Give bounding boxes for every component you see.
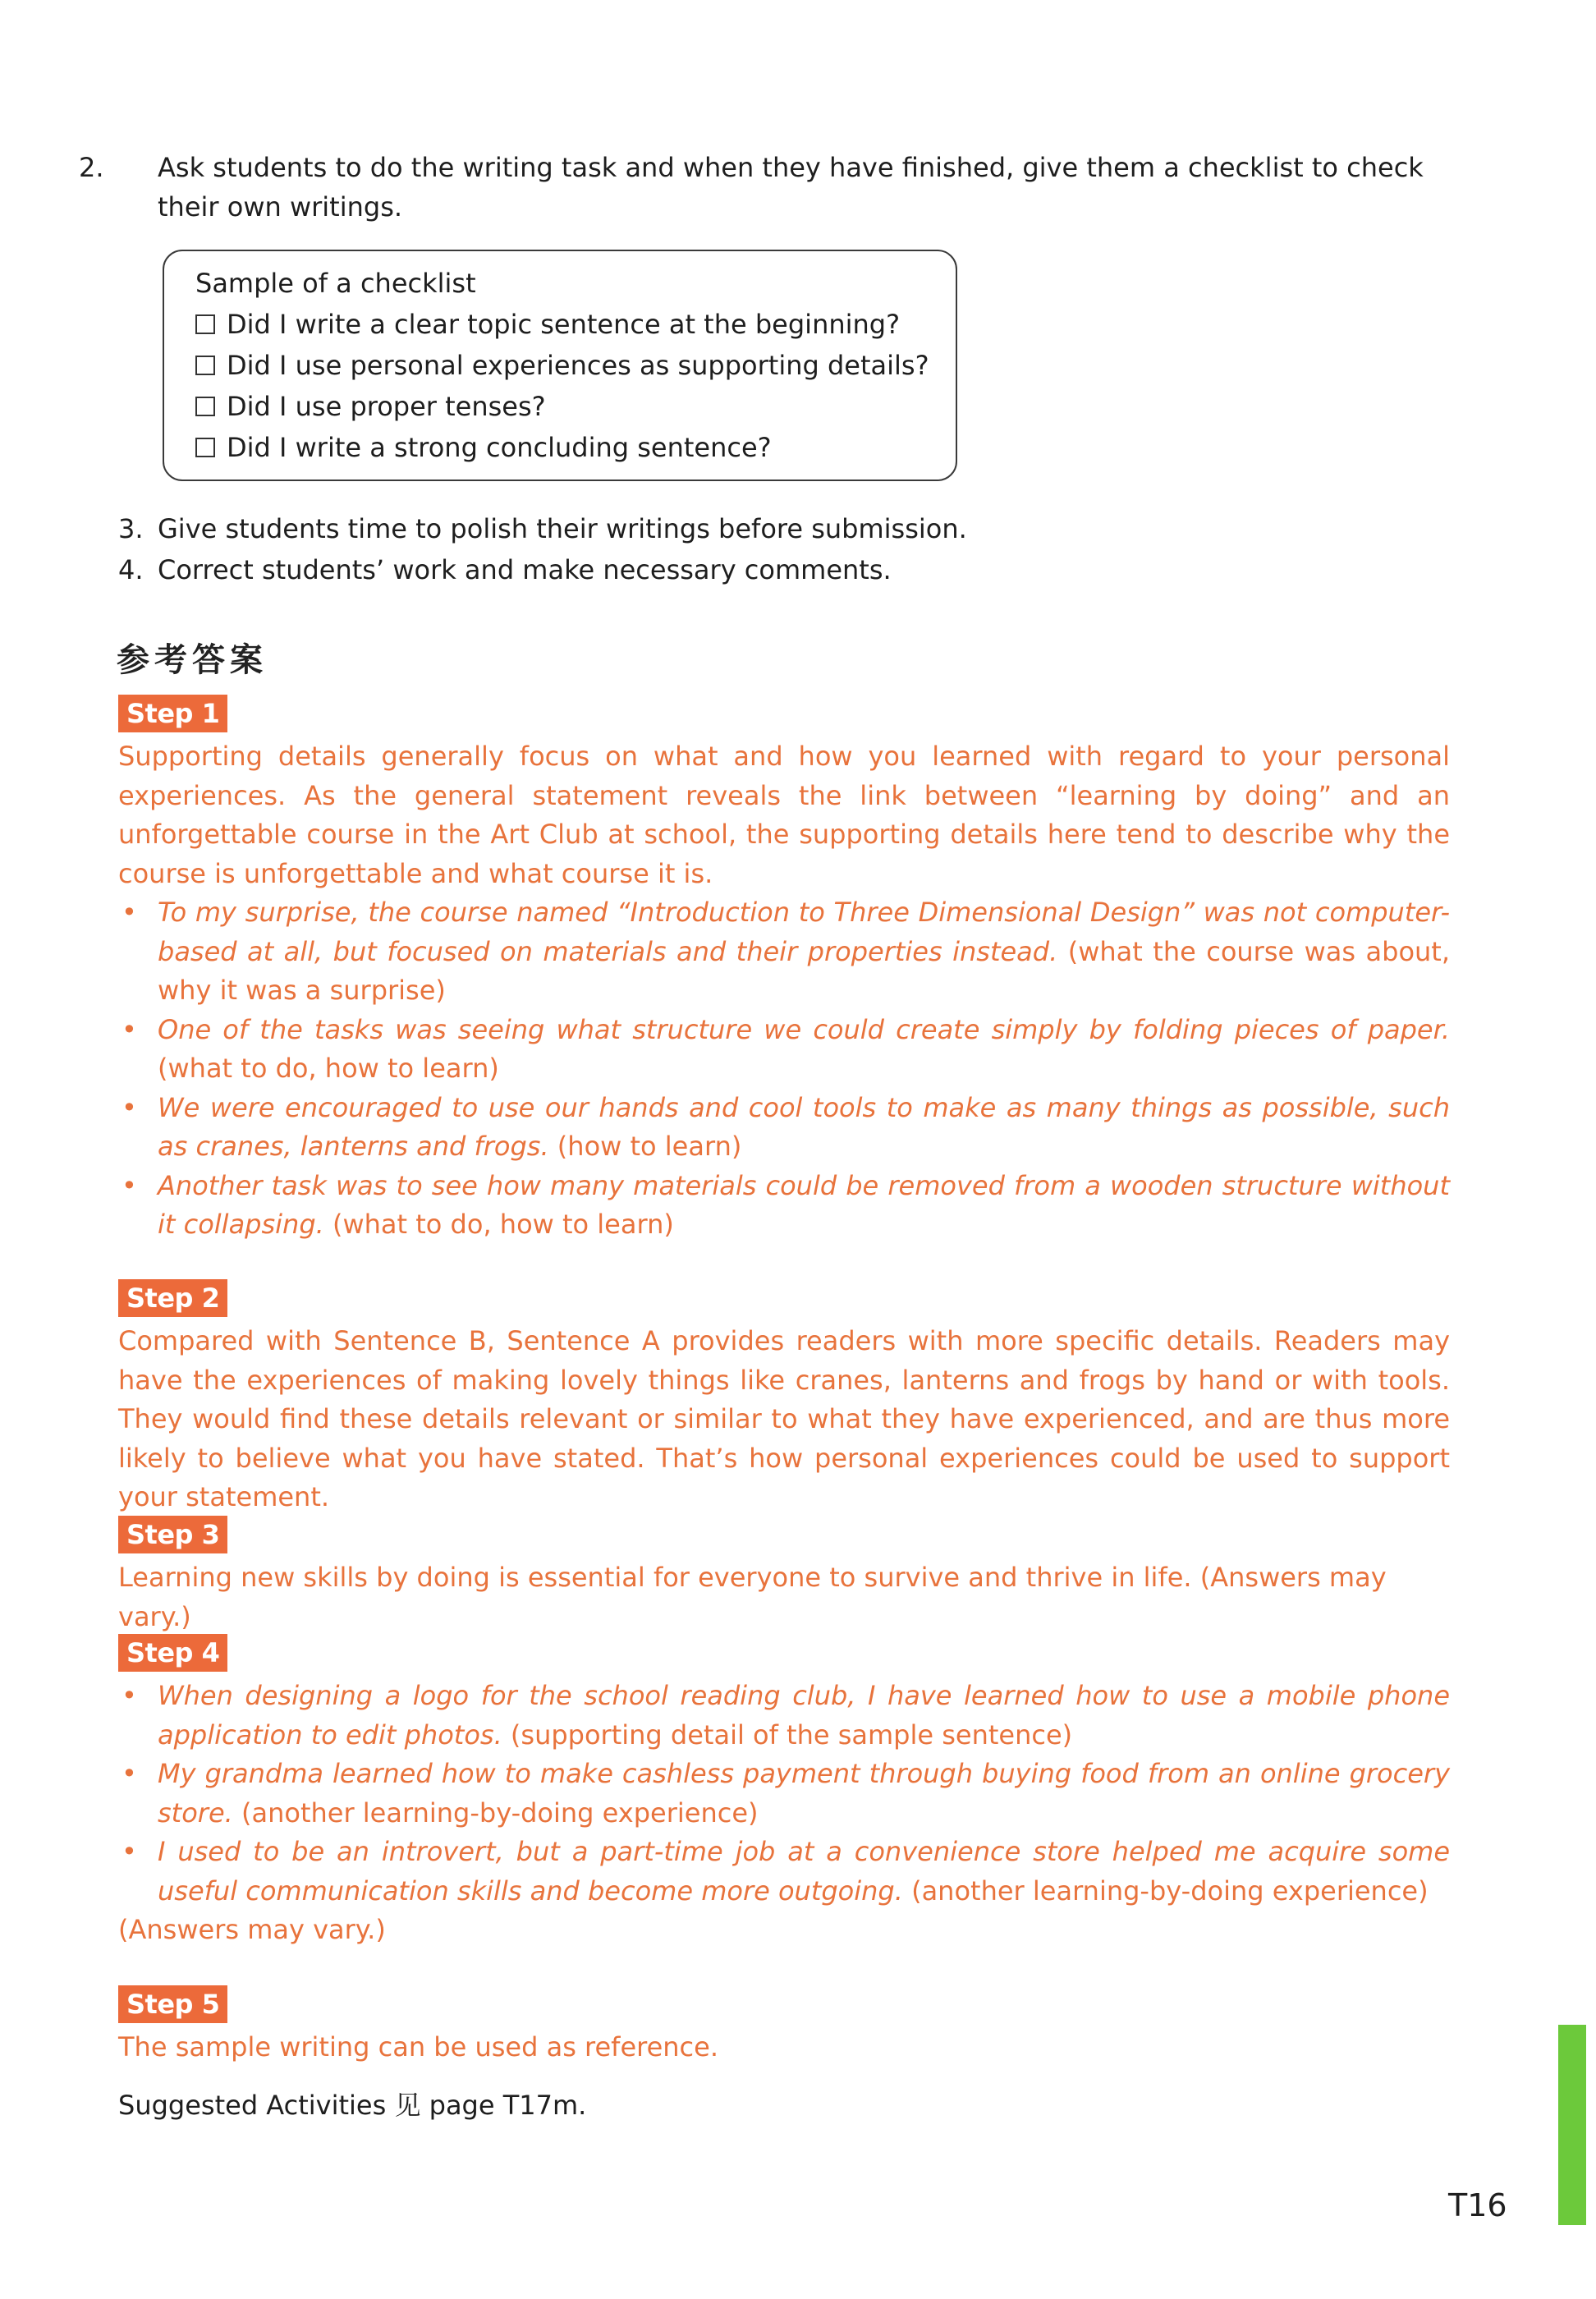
suggested-activities: Suggested Activities 见 page T17m. bbox=[118, 2090, 587, 2121]
checkbox-icon[interactable] bbox=[195, 356, 215, 375]
step-2-text: Compared with Sentence B, Sentence A provides readers with more specific details. Readers may have the experiences of making lovely things like cranes, lanterns and frogs by hand or with tools. They would find these details relevant or similar to what they have experienced, and are thus more likely to believe what you have stated. That’s how personal experiences could be used to support your statement. bbox=[118, 1325, 1450, 1512]
item-text: Give students time to polish their writings before submission. bbox=[158, 513, 967, 544]
page-number: T16 bbox=[1448, 2187, 1507, 2223]
side-tab-marker bbox=[1558, 2025, 1586, 2225]
checklist-item-text: Did I use proper tenses? bbox=[227, 391, 546, 422]
example-sentence: One of the tasks was seeing what structure we could create simply by folding pieces of paper. bbox=[158, 1013, 1450, 1045]
list-item bbox=[118, 1089, 1450, 1167]
list-item bbox=[118, 1167, 1450, 1245]
bullet-icon: • bbox=[122, 1013, 137, 1045]
list-item bbox=[118, 1755, 1450, 1833]
checklist-item bbox=[195, 386, 956, 427]
checklist-item-text: Did I write a clear topic sentence at the beginning? bbox=[227, 309, 901, 340]
bullet-icon: • bbox=[122, 1758, 137, 1789]
checklist-item-text: Did I write a strong concluding sentence? bbox=[227, 432, 772, 463]
example-sentence: I used to be an introvert, but a part-time job at a convenience store helped me acquire some useful communication skills and become more outgoing. bbox=[158, 1836, 1450, 1907]
item-text: Ask students to do the writing task and when they have finished, give them a checklist to check their own writings. bbox=[158, 152, 1424, 223]
list-item bbox=[118, 1833, 1450, 1911]
answers-heading: 参考答案 bbox=[117, 641, 268, 679]
checklist-title: Sample of a checklist bbox=[195, 268, 476, 299]
list-item bbox=[118, 1011, 1450, 1089]
step-3-badge: Step 3 bbox=[118, 1516, 227, 1553]
example-sentence: Another task was to see how many materials could be removed from a wooden structure without it collapsing. bbox=[158, 1169, 1450, 1240]
checklist-item bbox=[195, 345, 956, 386]
bullet-icon: • bbox=[122, 1091, 137, 1123]
instruction-item-2 bbox=[79, 148, 1488, 227]
step-2-badge: Step 2 bbox=[118, 1279, 227, 1317]
example-note: (another learning-by-doing experience) bbox=[241, 1797, 759, 1829]
item-number: 4. bbox=[118, 554, 144, 585]
example-note: (what to do, how to learn) bbox=[332, 1209, 674, 1240]
step-5-text: The sample writing can be used as reference. bbox=[118, 2031, 718, 2063]
checkbox-icon[interactable] bbox=[195, 438, 215, 457]
instruction-item-4 bbox=[118, 550, 1448, 590]
example-note: (another learning-by-doing experience) bbox=[911, 1875, 1429, 1907]
item-number: 2. bbox=[79, 152, 104, 183]
checklist-box bbox=[163, 250, 957, 481]
instruction-item-3 bbox=[118, 509, 1448, 548]
bullet-icon: • bbox=[122, 1836, 137, 1867]
example-note: (supporting detail of the sample sentence) bbox=[510, 1719, 1073, 1751]
item-text: Correct students’ work and make necessary comments. bbox=[158, 554, 892, 585]
step-2-content bbox=[118, 1322, 1450, 1517]
bullet-icon: • bbox=[122, 1680, 137, 1711]
list-item bbox=[118, 893, 1450, 1011]
checklist-item bbox=[195, 427, 956, 468]
example-sentence: To my surprise, the course named “Introduction to Three Dimensional Design” was not computer-based at all, but focused on materials and their properties instead. bbox=[158, 897, 1450, 967]
example-note: (what to do, how to learn) bbox=[158, 1053, 499, 1084]
example-note: (what the course was about, why it was a surprise) bbox=[158, 935, 1451, 1006]
checklist-item bbox=[195, 304, 956, 345]
checklist-item-text: Did I use personal experiences as supporting details? bbox=[227, 350, 929, 381]
bullet-icon: • bbox=[122, 1169, 137, 1201]
step-3-text: Learning new skills by doing is essential for everyone to survive and thrive in life. (Answers may vary.) bbox=[118, 1562, 1387, 1632]
example-sentence: My grandma learned how to make cashless payment through buying food from an online grocery store. bbox=[158, 1758, 1450, 1829]
bullet-icon: • bbox=[122, 897, 137, 928]
step-5-content bbox=[118, 2028, 1450, 2067]
step-3-content bbox=[118, 1558, 1450, 1636]
step-4-badge: Step 4 bbox=[118, 1634, 227, 1672]
step-1-content bbox=[118, 737, 1450, 1245]
step-4-bullets bbox=[118, 1677, 1450, 1911]
step-5-badge: Step 5 bbox=[118, 1985, 227, 2023]
step-4-closing: (Answers may vary.) bbox=[118, 1914, 386, 1945]
example-sentence: We were encouraged to use our hands and cool tools to make as many things as possible, such as cranes, lanterns and frogs. bbox=[158, 1091, 1450, 1162]
step-1-bullets bbox=[118, 893, 1450, 1245]
step-1-intro: Supporting details generally focus on what and how you learned with regard to your personal experiences. As the general statement reveals the link between “learning by doing” and an unforgettable course in the Art Club at school, the supporting details here tend to describe why the course is unforgettable and what course it is. bbox=[118, 741, 1450, 889]
step-4-content bbox=[118, 1677, 1450, 1950]
checkbox-icon[interactable] bbox=[195, 397, 215, 416]
item-number: 3. bbox=[118, 513, 144, 544]
example-note: (how to learn) bbox=[557, 1131, 742, 1162]
list-item bbox=[118, 1677, 1450, 1755]
checkbox-icon[interactable] bbox=[195, 314, 215, 334]
step-1-badge: Step 1 bbox=[118, 695, 227, 732]
example-sentence: When designing a logo for the school reading club, I have learned how to use a mobile phone application to edit photos. bbox=[158, 1680, 1450, 1751]
